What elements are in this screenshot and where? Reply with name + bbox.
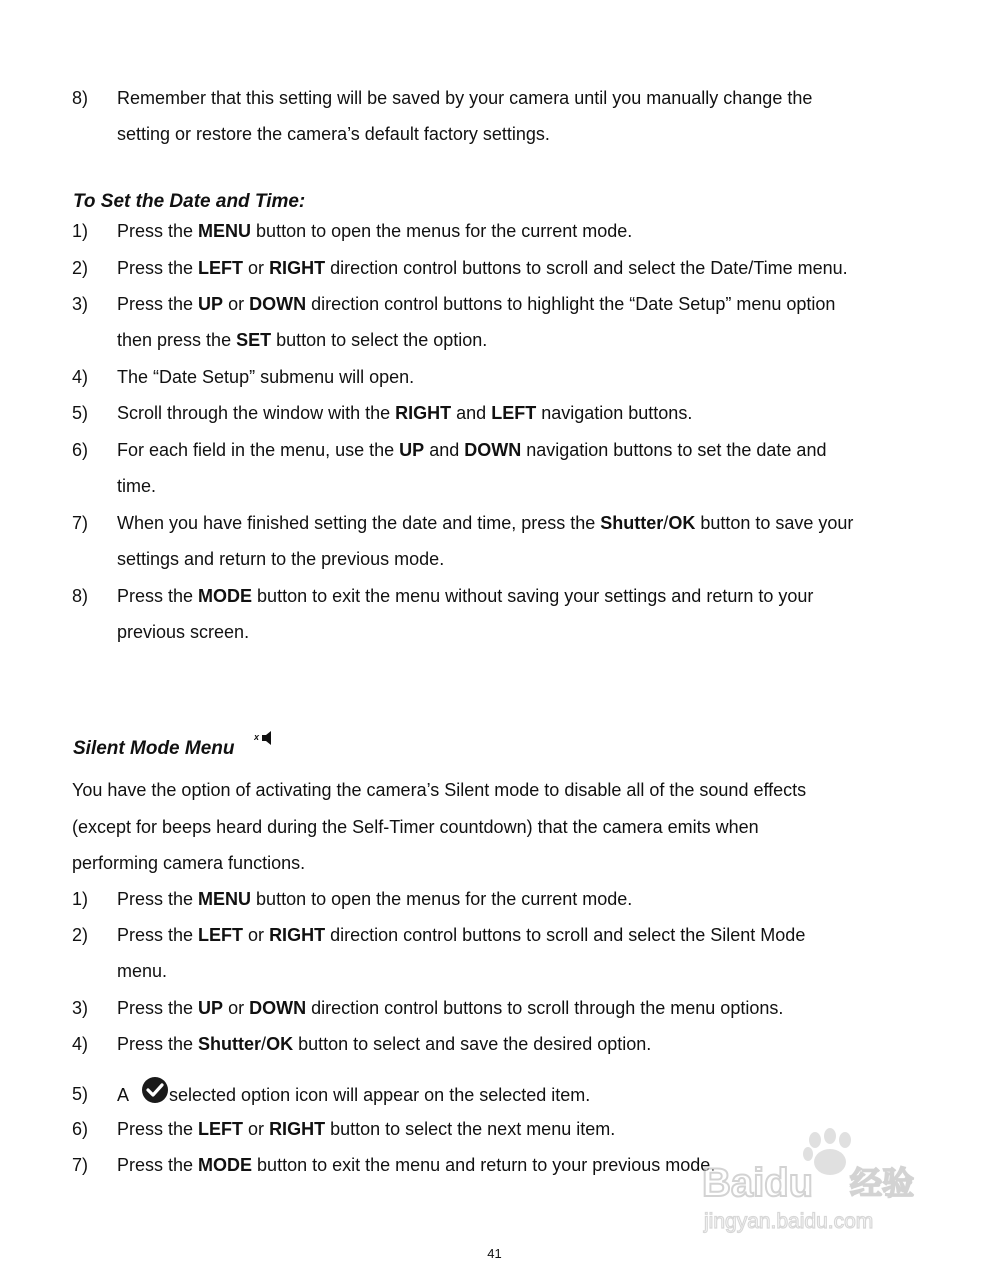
silent-intro-paragraph: You have the option of activating the camera’s Silent mode to disable all of the sound effects (except for beeps heard during the Self-Timer countdown) that the camera emits when performing camera functions.	[72, 780, 807, 873]
list-item: 5) Scroll through the window with the RIGHT and LEFT navigation buttons.	[72, 403, 693, 423]
list-item: 4) Press the Shutter/OK button to select and save the desired option.	[72, 1034, 652, 1054]
list-item: 3) Press the UP or DOWN direction control buttons to scroll through the menu options.	[72, 998, 784, 1018]
list-item: 3) Press the UP or DOWN direction control buttons to highlight the “Date Setup” menu option then press the SET button to select the option.	[72, 294, 836, 350]
item-number: 8)	[72, 88, 89, 108]
list-item: 1) Press the MENU button to open the menus for the current mode.	[72, 221, 633, 241]
list-item: 1) Press the MENU button to open the menus for the current mode.	[72, 889, 633, 909]
checkmark-icon	[141, 1076, 169, 1116]
watermark-brand: Baidu	[702, 1161, 814, 1205]
list-item: 6) For each field in the menu, use the UP and DOWN navigation buttons to set the date and time.	[72, 440, 827, 496]
list-item: 8) Press the MODE button to exit the menu without saving your settings and return to your previous screen.	[72, 586, 814, 642]
page-number: 41	[487, 1246, 502, 1261]
list-item: 2) Press the LEFT or RIGHT direction control buttons to scroll and select the Silent Mode menu.	[72, 925, 806, 981]
list-item: 4) The “Date Setup” submenu will open.	[72, 367, 415, 387]
mute-x-mark: x	[253, 732, 259, 742]
list-item	[72, 80, 922, 152]
list-item: 7) Press the MODE button to exit the menu and return to your previous mode.	[72, 1155, 716, 1175]
list-item: 2) Press the LEFT or RIGHT direction control buttons to scroll and select the Date/Time menu.	[72, 258, 848, 278]
watermark-url: jingyan.baidu.com	[704, 1210, 874, 1233]
item-text: Remember that this setting will be saved by your camera until you manually change the setting or restore the camera’s default factory settings.	[117, 88, 813, 144]
section-heading-date-time: To Set the Date and Time:	[73, 191, 306, 212]
speaker-mute-icon	[254, 731, 276, 756]
section-heading-silent-mode: Silent Mode Menu x	[73, 737, 276, 761]
list-item: 5) A selected option icon will appear on the selected item.	[72, 1076, 922, 1116]
watermark-cn: 经验	[850, 1164, 915, 1202]
list-item: 7) When you have finished setting the date and time, press the Shutter/OK button to save your settings and return to the previous mode.	[72, 513, 854, 569]
baidu-watermark	[700, 1128, 940, 1240]
list-item: 6) Press the LEFT or RIGHT button to select the next menu item.	[72, 1119, 616, 1139]
